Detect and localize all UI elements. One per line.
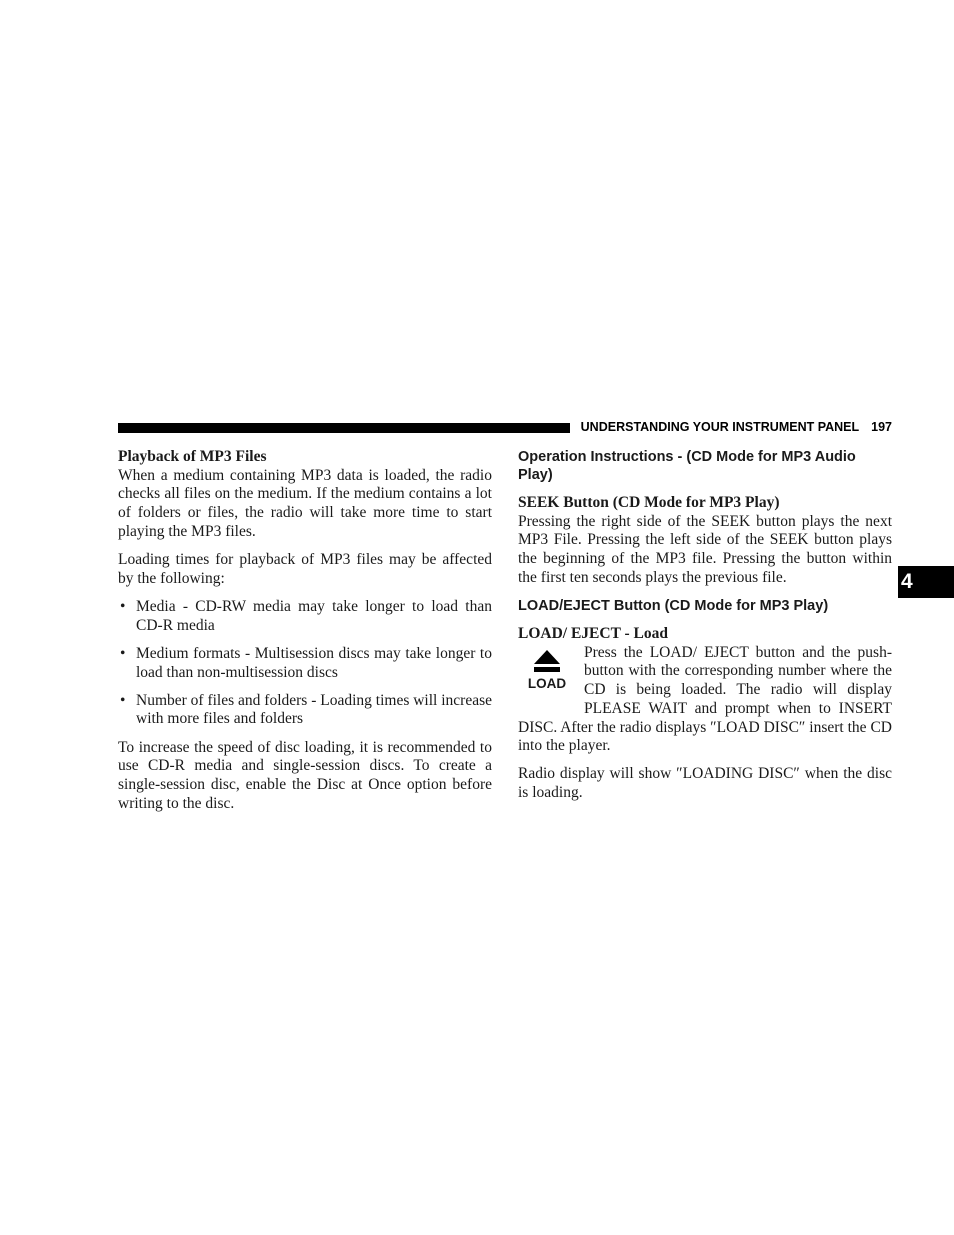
load-icon-label: LOAD [527, 675, 567, 691]
running-header [580, 420, 892, 434]
right-column [518, 448, 892, 812]
chapter-number: 4 [901, 570, 913, 593]
eject-symbol-icon [532, 648, 562, 674]
left-column [118, 448, 492, 823]
page-number: 197 [871, 420, 892, 434]
subheading-load-eject-load: LOAD/ EJECT - Load [518, 625, 669, 643]
load-instructions [518, 644, 892, 766]
subheading-seek-button: SEEK Button (CD Mode for MP3 Play) [518, 494, 780, 511]
list-item: • Media - CD-RW media may take longer to load than CD-R media [118, 598, 492, 635]
eject-icon [518, 648, 576, 702]
paragraph: Press the LOAD/ EJECT button and the push-button with the corresponding number where the CD is being loaded. The radio will display PLEASE WAIT and prompt when to INSERT DISC. After the radio displays ″LOAD DISC″ insert the CD into the player. [518, 643, 892, 755]
list-item: • Medium formats - Multisession discs may take longer to load than non-multisession discs [118, 645, 492, 682]
section-title: UNDERSTANDING YOUR INSTRUMENT PANEL [580, 420, 860, 434]
heading-operation-instructions: Operation Instructions - (CD Mode for MP3 Audio Play) [518, 449, 856, 483]
heading-playback-mp3: Playback of MP3 Files [118, 448, 267, 465]
paragraph: Radio display will show ″LOADING DISC″ when the disc is loading. [518, 765, 892, 802]
chapter-tab [898, 566, 954, 598]
heading-load-eject: LOAD/EJECT Button (CD Mode for MP3 Play) [518, 598, 829, 615]
paragraph: To increase the speed of disc loading, it is recommended to use CD-R media and single-session discs. To create a single-session disc, enable the Disc at Once option before writing to the disc. [118, 738, 492, 812]
paragraph: Loading times for playback of MP3 files may be affected by the following: [118, 551, 492, 587]
list-item: • Number of files and folders - Loading times will increase with more files and folders [118, 692, 492, 729]
paragraph: When a medium containing MP3 data is loaded, the radio checks all files on the medium. If the medium contains a lot of folders or files, the radio will take more time to start playing the MP3 files. [118, 466, 492, 540]
paragraph: Pressing the right side of the SEEK button plays the next MP3 File. Pressing the left side of the SEEK button plays the beginning of the MP3 file. Pressing the button within the first ten seconds plays the previous file. [518, 512, 892, 586]
bullet-list [118, 598, 492, 729]
header-rule [118, 423, 570, 433]
